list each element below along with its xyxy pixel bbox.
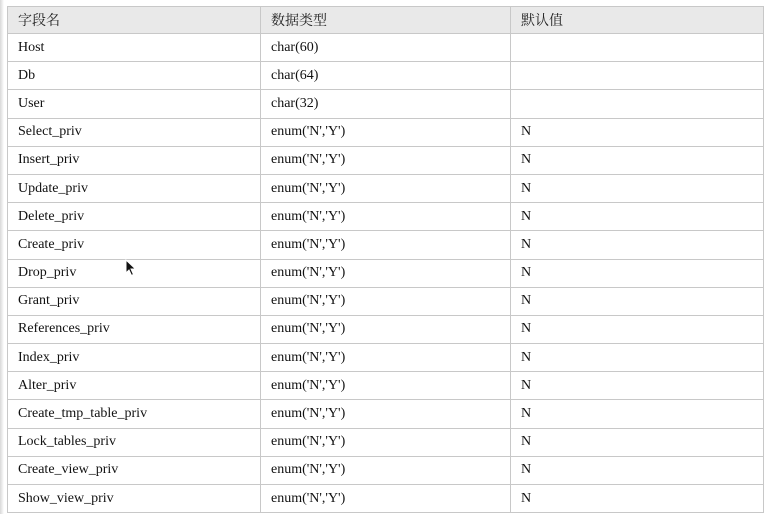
cell-field-name: Lock_tables_priv xyxy=(8,428,261,456)
cell-data-type: char(32) xyxy=(261,90,511,118)
cell-default-value xyxy=(511,90,764,118)
cell-default-value: N xyxy=(511,203,764,231)
cell-field-name: Drop_priv xyxy=(8,259,261,287)
column-header-default-value: 默认值 xyxy=(511,7,764,34)
table-row xyxy=(8,231,764,259)
cell-data-type: enum('N','Y') xyxy=(261,146,511,174)
table-row xyxy=(8,118,764,146)
cell-data-type: enum('N','Y') xyxy=(261,259,511,287)
table-row xyxy=(8,428,764,456)
header-row xyxy=(8,7,764,34)
cell-data-type: enum('N','Y') xyxy=(261,287,511,315)
cell-default-value xyxy=(511,34,764,62)
column-header-data-type: 数据类型 xyxy=(261,7,511,34)
cell-field-name: Update_priv xyxy=(8,174,261,202)
table-row xyxy=(8,62,764,90)
cell-data-type: enum('N','Y') xyxy=(261,372,511,400)
cell-default-value: N xyxy=(511,315,764,343)
cell-data-type: enum('N','Y') xyxy=(261,174,511,202)
cell-data-type: char(60) xyxy=(261,34,511,62)
table-row xyxy=(8,174,764,202)
cell-field-name: Insert_priv xyxy=(8,146,261,174)
cell-default-value xyxy=(511,62,764,90)
cell-field-name: Host xyxy=(8,34,261,62)
cell-default-value: N xyxy=(511,118,764,146)
cell-field-name: Alter_priv xyxy=(8,372,261,400)
cell-field-name: Create_priv xyxy=(8,231,261,259)
table-row xyxy=(8,400,764,428)
table-row xyxy=(8,146,764,174)
cell-default-value: N xyxy=(511,146,764,174)
table-row xyxy=(8,344,764,372)
cell-default-value: N xyxy=(511,259,764,287)
cell-field-name: Grant_priv xyxy=(8,287,261,315)
cell-data-type: enum('N','Y') xyxy=(261,400,511,428)
table-row xyxy=(8,315,764,343)
fields-table xyxy=(7,6,764,513)
cell-default-value: N xyxy=(511,174,764,202)
cell-data-type: enum('N','Y') xyxy=(261,231,511,259)
cell-data-type: enum('N','Y') xyxy=(261,485,511,513)
table-row xyxy=(8,203,764,231)
table-row xyxy=(8,34,764,62)
cell-field-name: Index_priv xyxy=(8,344,261,372)
table-row xyxy=(8,456,764,484)
cell-data-type: enum('N','Y') xyxy=(261,315,511,343)
cell-default-value: N xyxy=(511,344,764,372)
cell-field-name: Show_view_priv xyxy=(8,485,261,513)
cell-default-value: N xyxy=(511,456,764,484)
cell-default-value: N xyxy=(511,400,764,428)
table-body xyxy=(8,34,764,513)
table-header xyxy=(8,7,764,34)
cell-default-value: N xyxy=(511,485,764,513)
column-header-field-name: 字段名 xyxy=(8,7,261,34)
cell-default-value: N xyxy=(511,287,764,315)
table-row xyxy=(8,485,764,513)
table-row xyxy=(8,90,764,118)
cell-data-type: enum('N','Y') xyxy=(261,118,511,146)
cell-data-type: char(64) xyxy=(261,62,511,90)
page-edge-shadow xyxy=(0,0,4,514)
cell-default-value: N xyxy=(511,428,764,456)
cell-default-value: N xyxy=(511,231,764,259)
cell-data-type: enum('N','Y') xyxy=(261,344,511,372)
cell-field-name: Db xyxy=(8,62,261,90)
cell-data-type: enum('N','Y') xyxy=(261,456,511,484)
cell-field-name: References_priv xyxy=(8,315,261,343)
mouse-pointer-icon xyxy=(125,259,137,277)
cell-default-value: N xyxy=(511,372,764,400)
cell-field-name: Delete_priv xyxy=(8,203,261,231)
table-row xyxy=(8,287,764,315)
cell-data-type: enum('N','Y') xyxy=(261,203,511,231)
table-row xyxy=(8,372,764,400)
table-row xyxy=(8,259,764,287)
cell-field-name: Create_tmp_table_priv xyxy=(8,400,261,428)
cell-data-type: enum('N','Y') xyxy=(261,428,511,456)
cell-field-name: Create_view_priv xyxy=(8,456,261,484)
cell-field-name: Select_priv xyxy=(8,118,261,146)
cell-field-name: User xyxy=(8,90,261,118)
